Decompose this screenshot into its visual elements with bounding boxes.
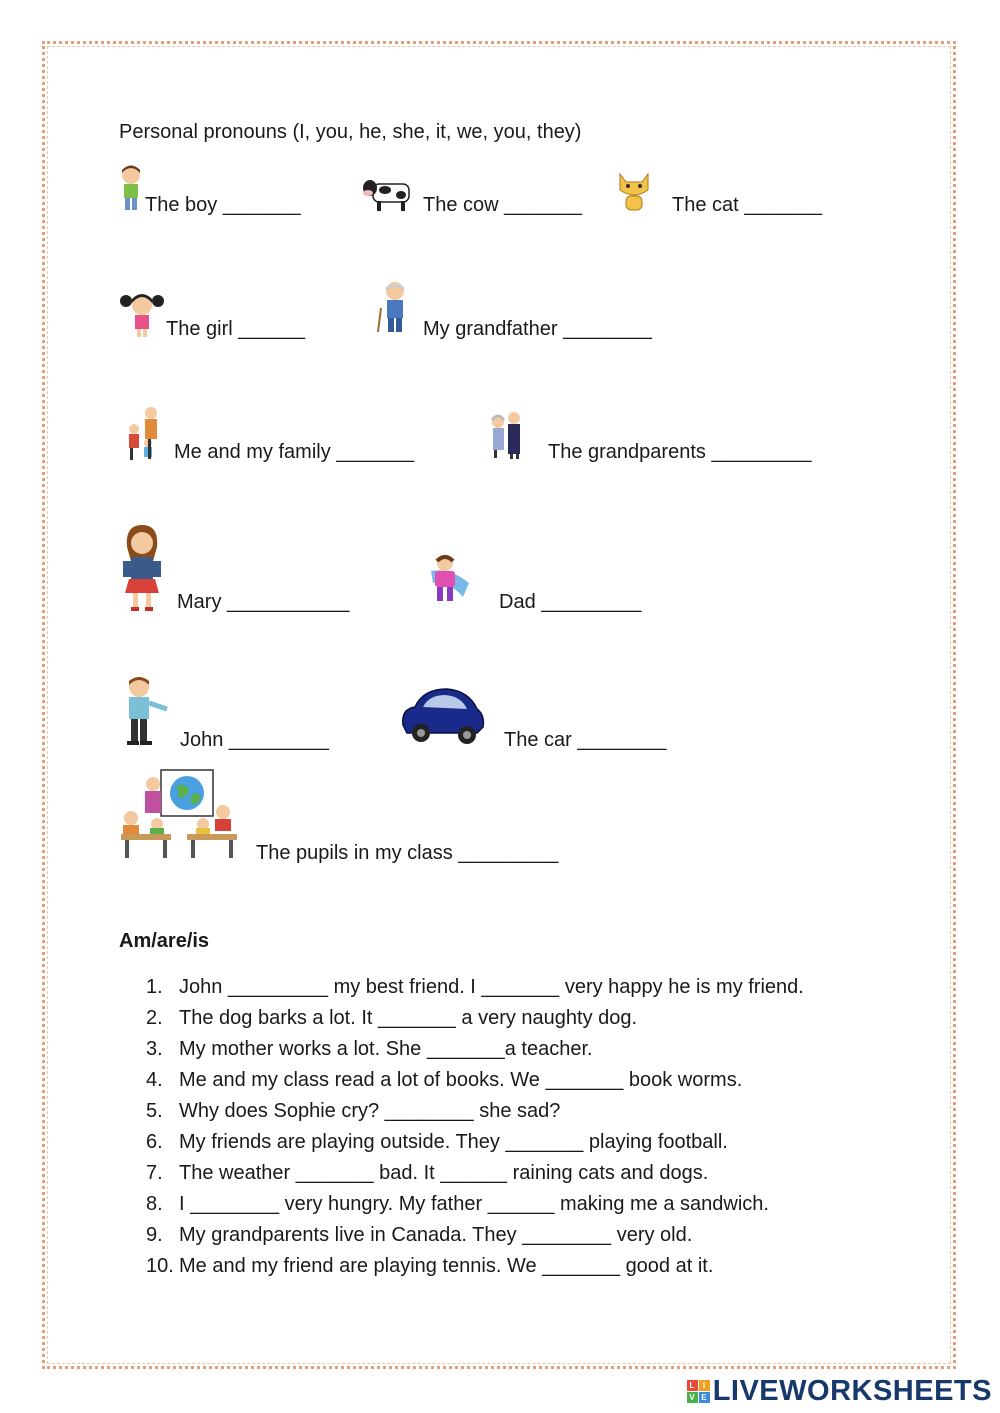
liveworksheets-logo-mark: L I V E bbox=[687, 1380, 710, 1403]
exercise-item: 6. My friends are playing outside. They _______ playing football. bbox=[146, 1131, 728, 1153]
cow-icon bbox=[361, 176, 417, 214]
exercise-item: 1. John _________ my best friend. I _______ very happy he is my friend. bbox=[146, 976, 804, 998]
pronoun-item-cow: The cow _______ bbox=[423, 194, 583, 216]
exercise-item: 4. Me and my class read a lot of books. We _______ book worms. bbox=[146, 1069, 743, 1091]
classroom-icon bbox=[117, 768, 243, 862]
exercise-item: 9. My grandparents live in Canada. They ________ very old. bbox=[146, 1224, 693, 1246]
pronoun-item-grandparents: The grandparents _________ bbox=[548, 441, 812, 463]
liveworksheets-logo[interactable] bbox=[687, 1375, 992, 1408]
cat-icon bbox=[614, 168, 654, 214]
pronoun-item-john: John _________ bbox=[180, 729, 330, 751]
grandparents-icon bbox=[488, 410, 526, 460]
exercise-item: 2. The dog barks a lot. It _______ a very naughty dog. bbox=[146, 1007, 638, 1029]
pronoun-item-dad: Dad _________ bbox=[499, 591, 642, 613]
pronoun-item-mary: Mary ___________ bbox=[177, 591, 350, 613]
pronoun-item-cat: The cat _______ bbox=[672, 194, 823, 216]
john-icon bbox=[117, 675, 171, 747]
grandfather-icon bbox=[373, 280, 413, 334]
pronoun-item-grandfather: My grandfather ________ bbox=[423, 318, 653, 340]
boy-icon bbox=[118, 163, 144, 213]
family-icon bbox=[124, 405, 164, 461]
pronoun-item-pupils: The pupils in my class _________ bbox=[256, 842, 559, 864]
section-heading-pronouns: Personal pronouns (I, you, he, she, it, we, you, they) bbox=[119, 121, 582, 143]
exercise-item: 7. The weather _______ bad. It ______ raining cats and dogs. bbox=[146, 1162, 709, 1184]
exercise-item: 5. Why does Sophie cry? ________ she sad? bbox=[146, 1100, 561, 1122]
exercise-item: 8. I ________ very hungry. My father ______ making me a sandwich. bbox=[146, 1193, 769, 1215]
exercise-item: 10. Me and my friend are playing tennis. We _______ good at it. bbox=[146, 1255, 714, 1277]
pronoun-item-car: The car ________ bbox=[504, 729, 667, 751]
pronoun-item-girl: The girl ______ bbox=[166, 318, 305, 340]
pronoun-item-boy: The boy _______ bbox=[145, 194, 301, 216]
exercise-list bbox=[146, 972, 804, 1282]
pronoun-item-family: Me and my family _______ bbox=[174, 441, 415, 463]
mary-icon bbox=[117, 521, 167, 613]
logo-text: LIVEWORKSHEETS bbox=[712, 1375, 992, 1407]
superhero-dad-icon bbox=[423, 553, 475, 605]
exercise-item: 3. My mother works a lot. She _______a teacher. bbox=[146, 1038, 593, 1060]
car-icon bbox=[397, 683, 487, 749]
section-heading-am-are-is: Am/are/is bbox=[119, 930, 210, 952]
girl-icon bbox=[118, 291, 166, 339]
